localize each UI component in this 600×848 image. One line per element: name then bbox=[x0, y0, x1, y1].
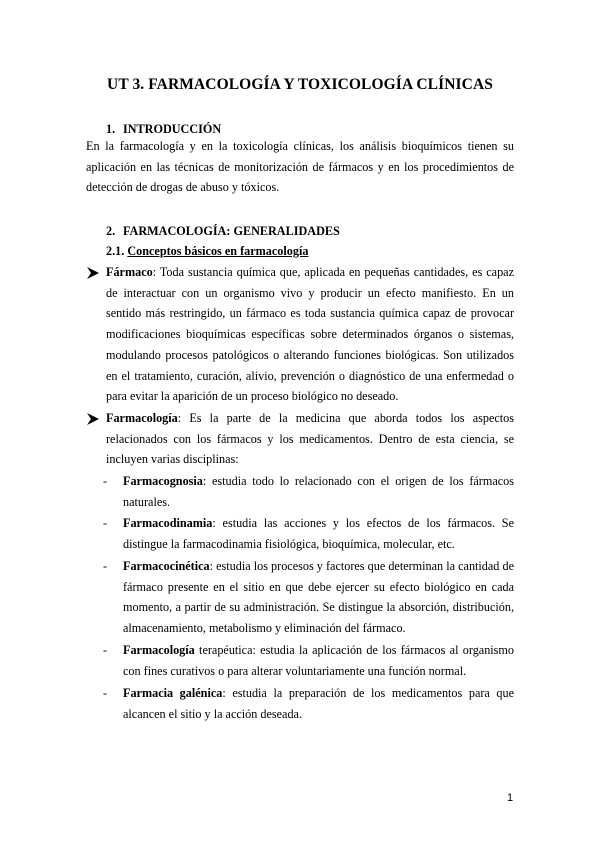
section-2-number: 2. bbox=[106, 224, 116, 238]
discipline-farmacodinamia-text: : estudia las acciones y los efectos de los fármacos. Se distingue la farmacodinamia fisiológica, bioquímica, molecular, etc. bbox=[123, 516, 514, 551]
discipline-farmacocinetica-term: Farmacocinética bbox=[123, 559, 210, 573]
section-2-title: FARMACOLOGÍA: GENERALIDADES bbox=[123, 224, 340, 238]
arrow-bullet-icon bbox=[86, 266, 100, 280]
section-1-heading bbox=[106, 122, 221, 137]
discipline-farmacocinetica-text: : estudia los procesos y factores que determinan la cantidad de fármaco presente en el sitio en que debe ejercer su efecto biológico en cada momento, a partir de su administración. Se distingue la absorción, distribución, almacenamiento, metabolismo y eliminación del fármaco. bbox=[123, 559, 514, 636]
subsection-2-1-title: Conceptos básicos en farmacología bbox=[127, 244, 309, 258]
discipline-farmacodinamia-term: Farmacodinamia bbox=[123, 516, 213, 530]
dash-bullet: - bbox=[103, 516, 108, 530]
discipline-farmacologia-terapeutica-text: terapéutica: estudia la aplicación de los fármacos al organismo con fines curativos o para alterar voluntariamente una función normal. bbox=[123, 643, 514, 678]
section-1-number: 1. bbox=[106, 122, 116, 136]
discipline-farmacognosia bbox=[123, 471, 514, 512]
page-number: 1 bbox=[507, 792, 514, 804]
subsection-2-1-number: 2.1. bbox=[106, 244, 125, 258]
dash-bullet: - bbox=[103, 474, 108, 488]
dash-bullet: - bbox=[103, 559, 108, 573]
bullet-farmaco bbox=[106, 262, 514, 407]
discipline-farmacologia-terapeutica bbox=[123, 640, 514, 681]
discipline-farmacognosia-text: : estudia todo lo relacionado con el origen de los fármacos naturales. bbox=[123, 474, 514, 509]
bullet-farmacologia-text: : Es la parte de la medicina que aborda todos los aspectos relacionados con los fármacos y los medicamentos. Dentro de esta ciencia, se incluyen varias disciplinas: bbox=[106, 411, 514, 467]
dash-bullet: - bbox=[103, 643, 108, 657]
arrow-bullet-icon bbox=[86, 412, 100, 426]
bullet-farmacologia bbox=[106, 408, 514, 470]
discipline-farmacia-galenica-term: Farmacia galénica bbox=[123, 686, 223, 700]
discipline-farmacia-galenica bbox=[123, 683, 514, 724]
dash-bullet: - bbox=[103, 686, 108, 700]
discipline-farmacognosia-term: Farmacognosia bbox=[123, 474, 203, 488]
discipline-farmacologia-terapeutica-term: Farmacología bbox=[123, 643, 195, 657]
bullet-farmacologia-term: Farmacología bbox=[106, 411, 178, 425]
document-title: UT 3. FARMACOLOGÍA Y TOXICOLOGÍA CLÍNICAS bbox=[107, 76, 493, 93]
section-1-paragraph: En la farmacología y en la toxicología clínicas, los análisis bioquímicos tienen su aplicación en las técnicas de monitorización de fármacos y en los procedimientos de detección de drogas de abuso y tóxicos. bbox=[86, 139, 514, 195]
bullet-farmaco-term: Fármaco bbox=[106, 265, 153, 279]
subsection-2-1-heading bbox=[106, 244, 308, 259]
section-2-heading bbox=[106, 224, 340, 239]
discipline-farmacodinamia bbox=[123, 513, 514, 554]
section-1-title: INTRODUCCIÓN bbox=[123, 122, 222, 136]
discipline-farmacia-galenica-text: : estudia la preparación de los medicamentos para que alcancen el sitio y la acción deseada. bbox=[123, 686, 515, 721]
bullet-farmaco-text: : Toda sustancia química que, aplicada en pequeñas cantidades, es capaz de interactuar con un organismo vivo y producir un efecto manifiesto. En un sentido más restringido, un fármaco es toda sustancia química capaz de provocar modificaciones bioquímicas específicas sobre determinados órganos o sistemas, modulando procesos patológicos o alterando funciones biológicas. Son utilizados en el tratamiento, curación, alivio, prevención o diagnóstico de una enfermedad o para evitar la aparición de un proceso biológico no deseado. bbox=[106, 265, 514, 404]
discipline-farmacocinetica bbox=[123, 556, 514, 639]
